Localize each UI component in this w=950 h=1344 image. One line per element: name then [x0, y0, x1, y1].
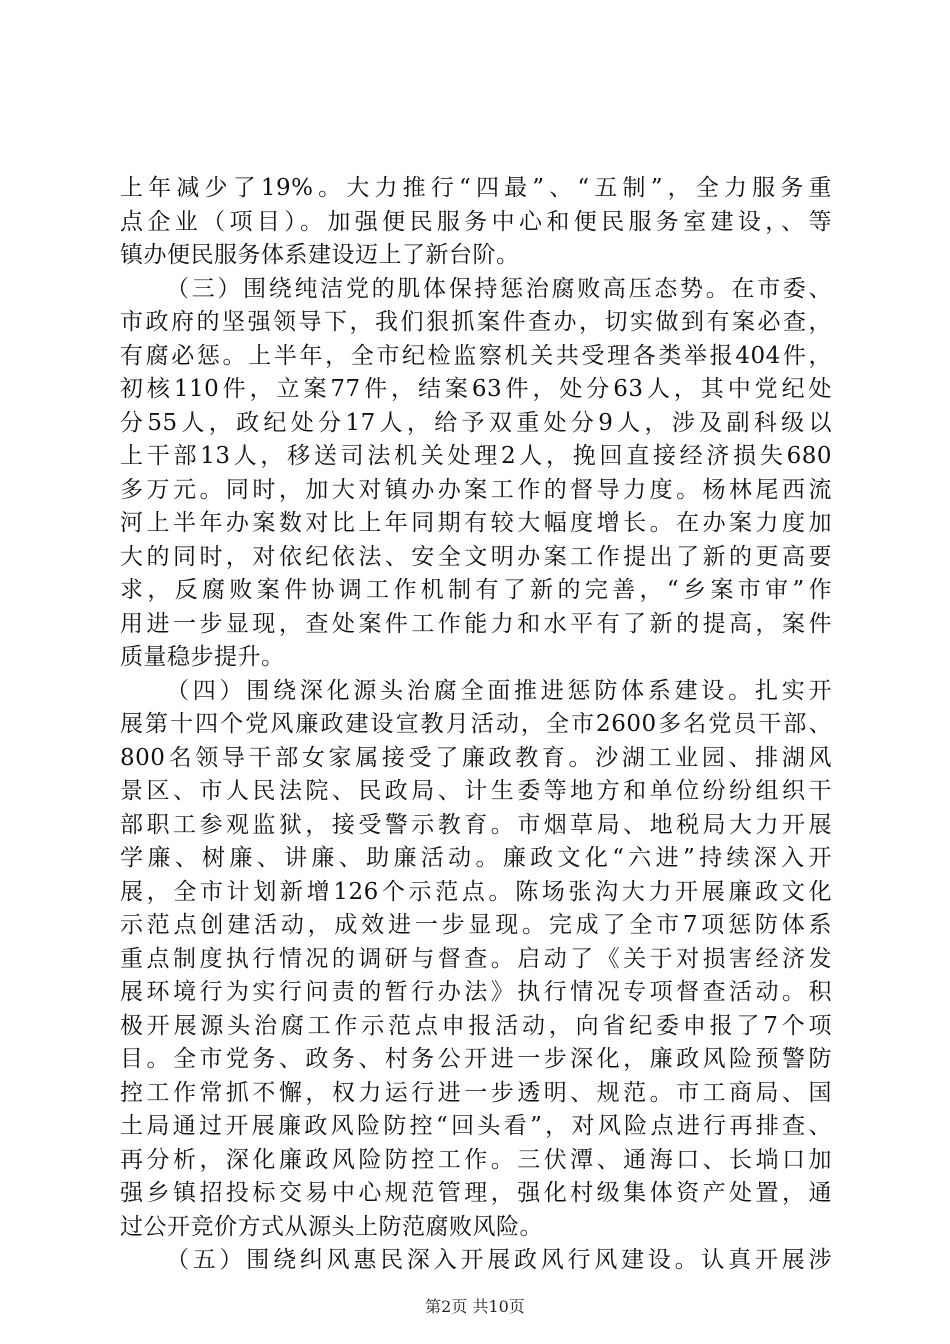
text-line: 上干部13人，移送司法机关处理2人，挽回直接经济损失680: [120, 443, 832, 469]
text-line: 质量稳步提升。: [120, 644, 285, 670]
text-line: 多万元。同时，加大对镇办办案工作的督导力度。杨林尾西流: [120, 476, 832, 503]
text-line: 目。全市党务、政务、村务公开进一步深化，廉政风险预警防: [120, 1046, 832, 1072]
text-line: 上年减少了19%。大力推行“四最”、“五制”，全力服务重: [120, 175, 832, 201]
page-number-footer: 第2页 共10页: [425, 1297, 525, 1316]
text-line: 过公开竞价方式从源头上防范腐败风险。: [120, 1213, 543, 1240]
text-line: 极开展源头治腐工作示范点申报活动，向省纪委申报了7个项: [120, 1012, 832, 1039]
text-line: 展，全市计划新增126个示范点。陈场张沟大力开展廉政文化: [120, 878, 832, 905]
text-line: 镇办便民服务体系建设迈上了新台阶。: [120, 242, 520, 268]
text-line: 部职工参观监狱，接受警示教育。市烟草局、地税局大力开展: [120, 811, 832, 838]
text-line: 分55人，政纪处分17人，给予双重处分9人，涉及副科级以: [120, 409, 832, 436]
text-line: 河上半年办案数对比上年同期有较大幅度增长。在办案力度加: [120, 510, 832, 536]
text-line: 800名领导干部女家属接受了廉政教育。沙湖工业园、排湖风: [120, 744, 832, 771]
text-line: 有腐必惩。上半年，全市纪检监察机关共受理各类举报404件，: [120, 342, 832, 369]
text-line: 市政府的坚强领导下，我们狠抓案件查办，切实做到有案必查，: [120, 309, 832, 335]
text-line: 展第十四个党风廉政建设宣教月活动，全市2600多名党员干部、: [120, 711, 832, 737]
paragraph-start-line: （四）围绕深化源头治腐全面推进惩防体系建设。扎实开: [166, 677, 832, 704]
text-line: 重点制度执行情况的调研与督查。启动了《关于对损害经济发: [120, 945, 832, 972]
text-line: 示范点创建活动，成效进一步显现。完成了全市7项惩防体系: [120, 912, 832, 938]
text-line: 再分析，深化廉政风险防控工作。三伏潭、通海口、长埫口加: [120, 1146, 832, 1173]
text-line: 点企业（项目）。加强便民服务中心和便民服务室建设，、等: [120, 208, 832, 235]
text-line: 土局通过开展廉政风险防控“回头看”，对风险点进行再排查、: [120, 1113, 832, 1139]
text-line: 强乡镇招投标交易中心规范管理，强化村级集体资产处置，通: [120, 1180, 832, 1206]
text-line: 用进一步显现，查处案件工作能力和水平有了新的提高，案件: [120, 610, 832, 637]
paragraph-start-line: （三）围绕纯洁党的肌体保持惩治腐败高压态势。在市委、: [166, 275, 832, 302]
text-line: 求，反腐败案件协调工作机制有了新的完善，“乡案市审”作: [120, 577, 832, 603]
text-line: 学廉、树廉、讲廉、助廉活动。廉政文化“六进”持续深入开: [120, 845, 832, 871]
paragraph-start-line: （五）围绕纠风惠民深入开展政风行风建设。认真开展涉: [166, 1247, 832, 1273]
text-line: 景区、市人民法院、民政局、计生委等地方和单位纷纷组织干: [120, 778, 832, 804]
text-line: 初核110件，立案77件，结案63件，处分63人，其中党纪处: [120, 376, 832, 402]
body-text: [120, 172, 832, 1278]
text-line: 控工作常抓不懈，权力运行进一步透明、规范。市工商局、国: [120, 1079, 832, 1106]
text-line: 大的同时，对依纪依法、安全文明办案工作提出了新的更高要: [120, 543, 832, 570]
text-line: 展环境行为实行问责的暂行办法》执行情况专项督查活动。积: [120, 979, 832, 1005]
